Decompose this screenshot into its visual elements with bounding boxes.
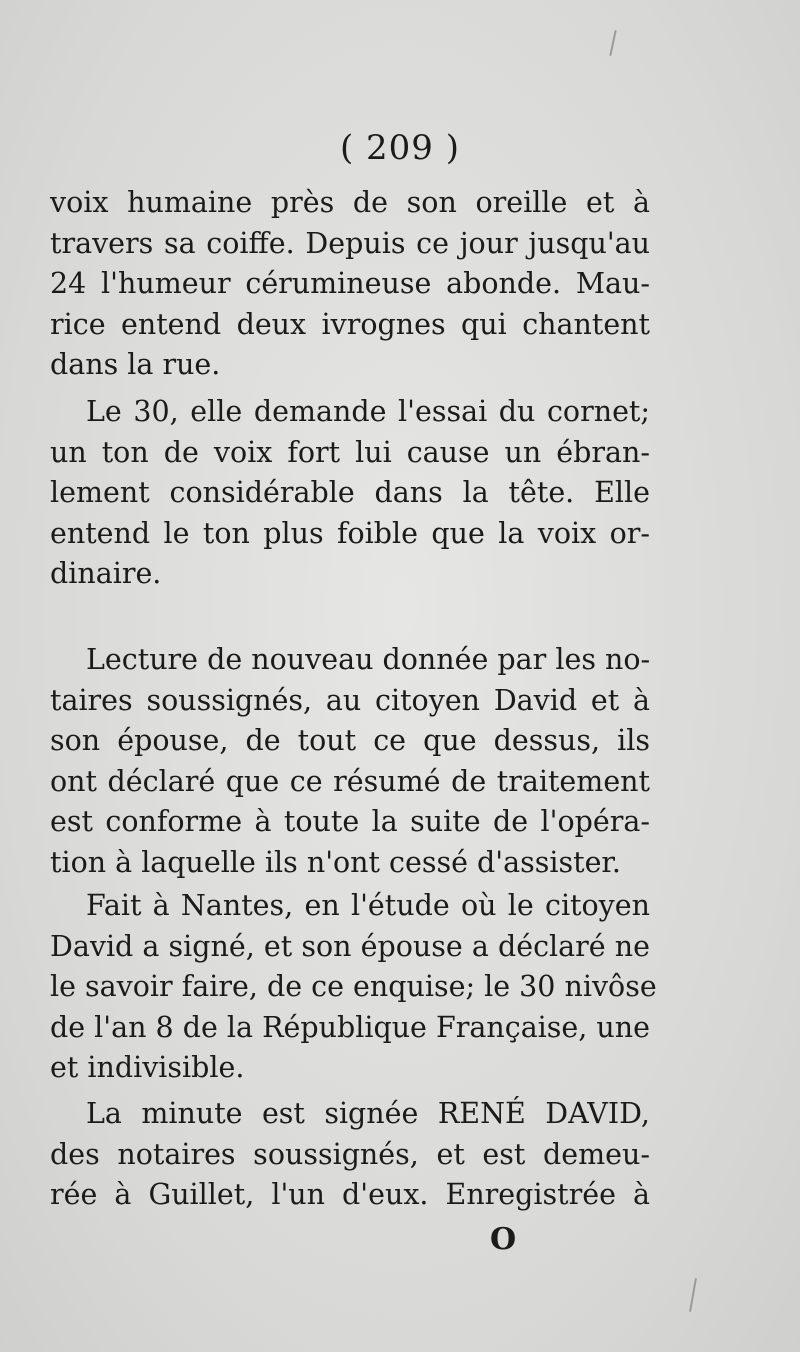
- text-line: ont déclaré que ce résumé de traitement: [50, 764, 650, 798]
- text-line: Le 30, elle demande l'essai du cornet;: [86, 395, 650, 428]
- text-line: David a signé, et son épouse a déclaré ne: [50, 929, 650, 963]
- text-line: lement considérable dans la tête. Elle: [50, 476, 650, 510]
- text-line: rée à Guillet, l'un d'eux. Enregistrée à: [50, 1178, 650, 1212]
- text-line: Lecture de nouveau donnée par les no-: [86, 643, 651, 676]
- text-line: de l'an 8 de la République Française, une: [50, 1010, 650, 1044]
- text-line: tion à laquelle ils n'ont cessé d'assister.: [50, 845, 621, 879]
- text-line: entend le ton plus foible que la voix or-: [50, 516, 650, 550]
- paragraph-1: [50, 183, 650, 386]
- text-line: le savoir faire, de ce enquise; le 30 nivôse: [50, 970, 657, 1004]
- text-line: et indivisible.: [50, 1051, 245, 1085]
- text-line: voix humaine près de son oreille et à: [50, 186, 650, 219]
- paper-blemish: [609, 30, 616, 56]
- text-line: dans la rue.: [50, 348, 221, 382]
- text-line: est conforme à toute la suite de l'opéra-: [50, 805, 650, 839]
- paragraph-5: [50, 1094, 650, 1216]
- text-line: La minute est signée RENÉ DAVID,: [86, 1097, 650, 1130]
- text-line: 24 l'humeur cérumineuse abonde. Mau-: [50, 267, 650, 301]
- text-line: des notaires soussignés, et est demeu-: [50, 1137, 650, 1171]
- text-line: taires soussignés, au citoyen David et à: [50, 683, 650, 717]
- paper-blemish: [689, 1278, 697, 1312]
- text-line: son épouse, de tout ce que dessus, ils: [50, 724, 650, 758]
- text-line: travers sa coiffe. Depuis ce jour jusqu'au: [50, 226, 650, 260]
- text-line: rice entend deux ivrognes qui chantent: [50, 307, 650, 341]
- text-line: dinaire.: [50, 557, 162, 591]
- text-line: un ton de voix fort lui cause un ébran-: [50, 435, 650, 469]
- paragraph-3: [50, 640, 650, 884]
- paragraph-2: [50, 392, 650, 595]
- signature-mark: O: [490, 1222, 517, 1257]
- paragraph-4: [50, 886, 657, 1089]
- page-number: ( 209 ): [339, 128, 461, 168]
- text-line: Fait à Nantes, en l'étude où le citoyen: [86, 889, 650, 922]
